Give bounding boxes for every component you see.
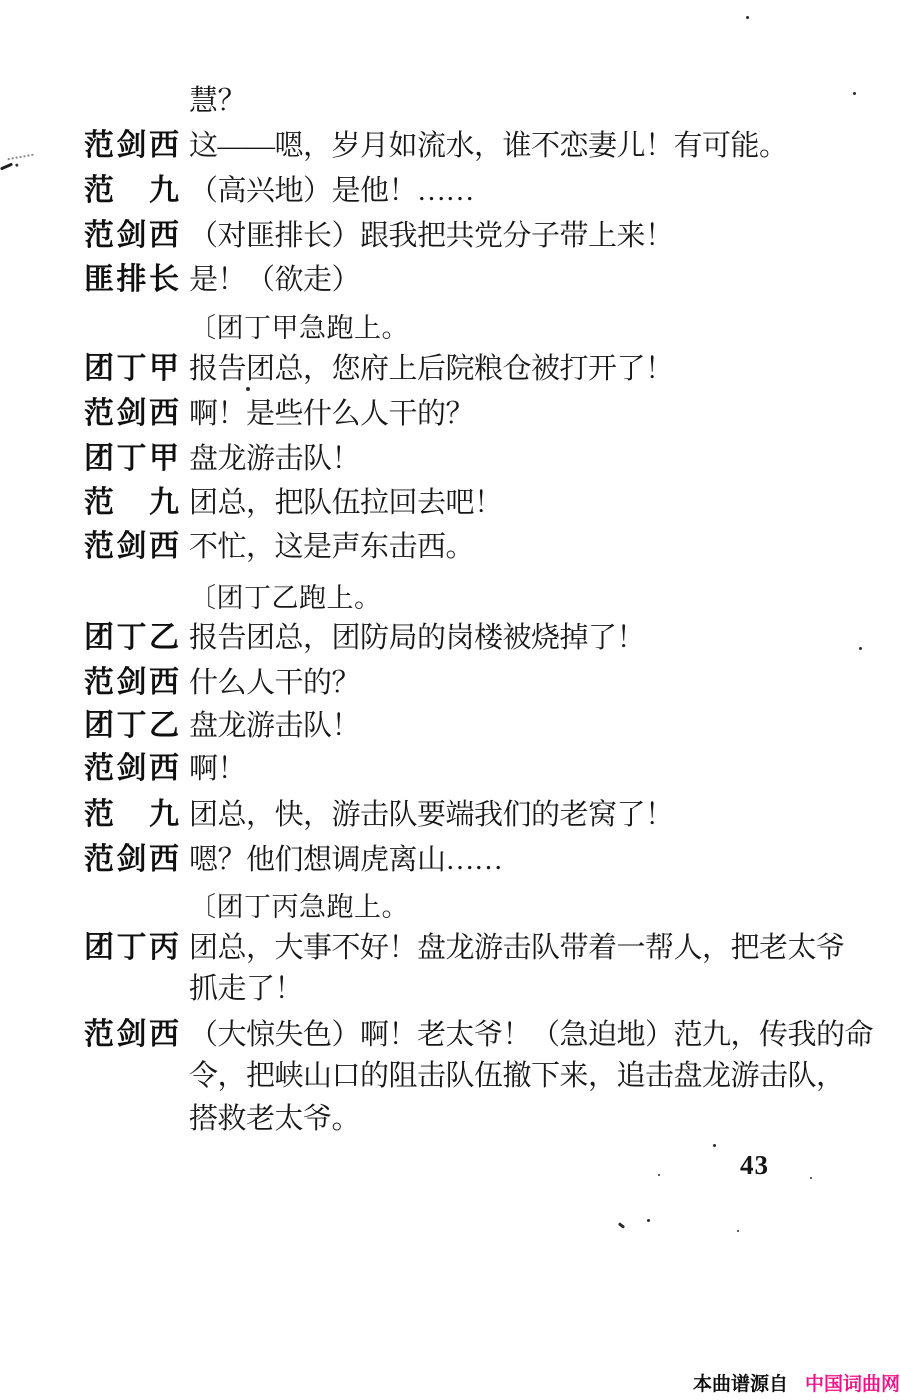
watermark bbox=[693, 1374, 900, 1396]
script-line bbox=[0, 487, 900, 523]
script-line-continuation bbox=[0, 1103, 900, 1139]
speaker-name: 范九 bbox=[84, 174, 179, 207]
dialogue-text: 团总，快，游击队要端我们的老窝了！ bbox=[189, 799, 674, 831]
speaker-name: 范剑西 bbox=[84, 752, 179, 785]
watermark-brand: 中国词曲网 bbox=[805, 1374, 900, 1395]
script-line bbox=[0, 753, 900, 789]
script-line bbox=[0, 531, 900, 567]
script-line bbox=[0, 667, 900, 703]
script-line bbox=[0, 220, 900, 256]
dialogue-text: 抓走了！ bbox=[189, 973, 304, 1005]
ink-speck bbox=[713, 1144, 716, 1147]
speaker-name: 范剑西 bbox=[84, 843, 179, 876]
script-line-continuation bbox=[0, 1060, 900, 1096]
stage-direction-line bbox=[0, 889, 900, 925]
dialogue-text: 盘龙游击队！ bbox=[189, 443, 361, 475]
dialogue-text: 啊！是些什么人干的？ bbox=[189, 398, 475, 430]
script-line bbox=[0, 622, 900, 658]
stage-direction-line bbox=[0, 310, 900, 346]
speaker-name: 范九 bbox=[84, 486, 179, 519]
speaker-name: 匪排长 bbox=[84, 263, 179, 296]
script-line bbox=[0, 264, 900, 300]
speaker-name: 范剑西 bbox=[84, 1018, 179, 1051]
ink-speck bbox=[737, 1230, 739, 1232]
speaker-name: 团丁甲 bbox=[84, 352, 179, 385]
stage-direction-text: 〔团丁丙急跑上。 bbox=[189, 892, 409, 922]
dialogue-text: 令，把峡山口的阻击队伍撤下来，追击盘龙游击队， bbox=[189, 1060, 845, 1092]
speaker-name: 范剑西 bbox=[84, 219, 179, 252]
ink-speck bbox=[658, 1174, 660, 1176]
script-line bbox=[0, 443, 900, 479]
script-line bbox=[0, 710, 900, 746]
dialogue-text: 慧？ bbox=[189, 85, 247, 117]
dialogue-text: 这——嗯，岁月如流水，谁不恋妻儿！有可能。 bbox=[189, 130, 788, 162]
script-line bbox=[0, 85, 900, 121]
stage-direction-text: 〔团丁甲急跑上。 bbox=[189, 313, 409, 343]
dialogue-text: （高兴地）是他！…… bbox=[189, 175, 475, 207]
dialogue-text: 嗯？他们想调虎离山…… bbox=[189, 844, 503, 876]
speaker-name: 团丁乙 bbox=[84, 709, 179, 742]
speaker-name: 团丁丙 bbox=[84, 931, 179, 964]
page-number: 43 bbox=[740, 1150, 769, 1180]
script-line bbox=[0, 398, 900, 434]
dialogue-text: 报告团总，您府上后院粮仓被打开了！ bbox=[189, 353, 674, 385]
watermark-prefix: 本曲谱源自 bbox=[693, 1374, 789, 1395]
dialogue-text: 不忙，这是声东击西。 bbox=[189, 531, 475, 563]
script-line bbox=[0, 932, 900, 968]
script-line bbox=[0, 1019, 900, 1055]
speaker-name: 范剑西 bbox=[84, 397, 179, 430]
speaker-name: 团丁乙 bbox=[84, 621, 179, 654]
ink-speck bbox=[618, 1222, 625, 1229]
dialogue-text: 团总，把队伍拉回去吧！ bbox=[189, 487, 503, 519]
dialogue-text: 啊！ bbox=[189, 753, 247, 785]
dialogue-text: 搭救老太爷。 bbox=[189, 1103, 361, 1135]
speaker-name: 范剑西 bbox=[84, 129, 179, 162]
dialogue-text: 报告团总，团防局的岗楼被烧掉了！ bbox=[189, 622, 646, 654]
dialogue-text: 盘龙游击队！ bbox=[189, 710, 361, 742]
dialogue-text: （对匪排长）跟我把共党分子带上来！ bbox=[189, 220, 674, 252]
script-line bbox=[0, 175, 900, 211]
dialogue-text: 是！（欲走） bbox=[189, 264, 361, 296]
speaker-name: 范九 bbox=[84, 798, 179, 831]
stage-direction-text: 〔团丁乙跑上。 bbox=[189, 583, 382, 613]
ink-speck bbox=[647, 1219, 650, 1222]
dialogue-text: 团总，大事不好！盘龙游击队带着一帮人，把老太爷 bbox=[189, 932, 845, 964]
speaker-name: 范剑西 bbox=[84, 666, 179, 699]
script-line bbox=[0, 844, 900, 880]
dialogue-text: 什么人干的？ bbox=[189, 667, 361, 699]
speaker-name: 范剑西 bbox=[84, 530, 179, 563]
speaker-name: 团丁甲 bbox=[84, 442, 179, 475]
script-line bbox=[0, 799, 900, 835]
script-line-continuation bbox=[0, 973, 900, 1009]
script-line bbox=[0, 130, 900, 166]
ink-speck bbox=[746, 16, 749, 19]
stage-direction-line bbox=[0, 580, 900, 616]
dialogue-text: （大惊失色）啊！老太爷！（急迫地）范九，传我的命 bbox=[189, 1019, 874, 1051]
script-line bbox=[0, 353, 900, 389]
ink-speck bbox=[810, 1177, 812, 1179]
